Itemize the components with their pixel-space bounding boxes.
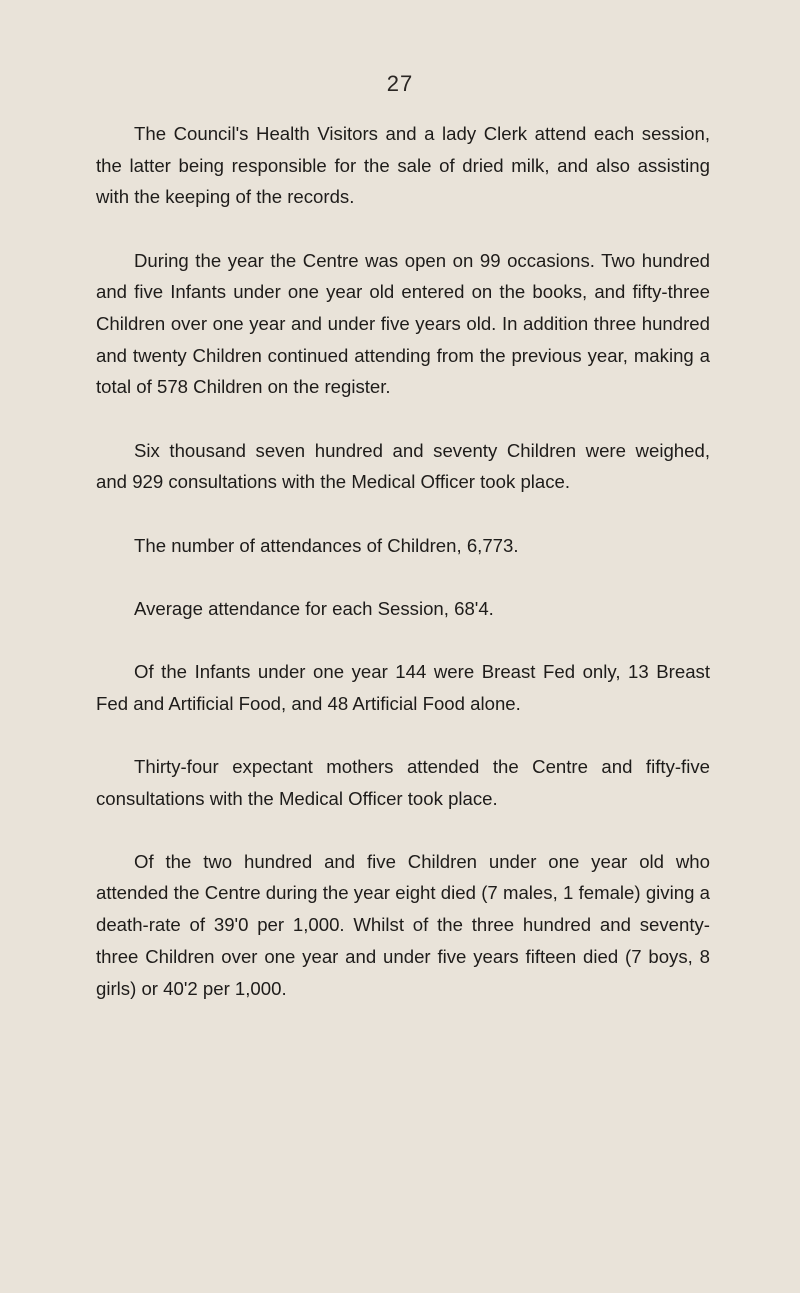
page-number: 27	[386, 71, 414, 96]
paragraph-attendances: The number of attendances of Children, 6,773.	[134, 534, 519, 556]
paragraph-infant-feeding: Of the Infants under one year 144 were Breast Fed only, 13 Breast Fed and Artificial Food, and 48 Artificial Food alone.	[96, 660, 710, 714]
paragraph-centre-occasions: During the year the Centre was open on 99 occasions. Two hundred and five Infants under one year old entered on the books, and fifty-three Children over one year and under five years old. In addition three hundred and twenty Children continued attending from the previous year, making a total of 578 Children on the register.	[96, 249, 710, 398]
document-body	[96, 118, 710, 1004]
paragraph-expectant-mothers: Thirty-four expectant mothers attended the Centre and fifty-five consultations with the Medical Officer took place.	[96, 755, 710, 809]
paragraph-average-attendance: Average attendance for each Session, 68'4.	[134, 597, 494, 619]
paragraph-health-visitors: The Council's Health Visitors and a lady Clerk attend each session, the latter being responsible for the sale of dried milk, and also assisting with the keeping of the records.	[96, 123, 710, 208]
paragraph-death-rate: Of the two hundred and five Children under one year old who attended the Centre during the year eight died (7 males, 1 female) giving a death-rate of 39'0 per 1,000. Whilst of the three hundred and seventy-three Children over one year and under five years fifteen died (7 boys, 8 girls) or 40'2 per 1,000.	[96, 850, 710, 999]
paragraph-children-weighed: Six thousand seven hundred and seventy Children were weighed, and 929 consultations with the Medical Officer took place.	[96, 439, 710, 493]
